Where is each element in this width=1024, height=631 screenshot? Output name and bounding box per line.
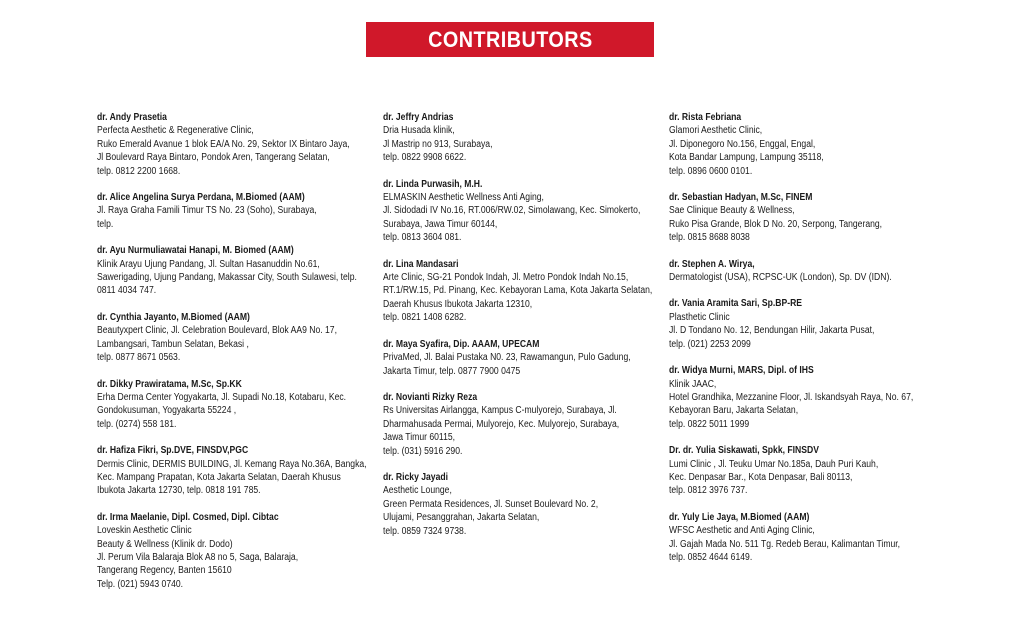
contributor-address-line: telp. 0822 5011 1999 [669, 418, 750, 430]
contributor-address-line: Dermis Clinic, DERMIS BUILDING, Jl. Kemang Raya No.36A, Bangka, [97, 458, 367, 470]
contributor-entry [383, 338, 683, 378]
contributor-address-line: 0811 4034 747. [97, 285, 157, 297]
contributor-address-line: Jl. D Tondano No. 12, Bendungan Hilir, Jakarta Pusat, [669, 325, 875, 337]
contributor-address-line: Jawa Timur 60115, [383, 432, 456, 444]
contributor-name: dr. Linda Purwasih, M.H. [383, 178, 483, 190]
contributor-entry [97, 378, 397, 432]
contributor-address-line: Sawerigading, Ujung Pandang, Makassar City, South Sulawesi, telp. [97, 272, 357, 284]
contributor-address-line: Daerah Khusus Ibukota Jakarta 12310, [383, 298, 533, 310]
contributor-address-line: telp. 0815 8688 8038 [669, 232, 750, 244]
contributor-address-line: Jl Boulevard Raya Bintaro, Pondok Aren, Tangerang Selatan, [97, 152, 330, 164]
contributor-address-line: Erha Derma Center Yogyakarta, Jl. Supadi No.18, Kotabaru, Kec. [97, 391, 347, 403]
contributor-name: Dr. dr. Yulia Siskawati, Spkk, FINSDV [669, 445, 819, 457]
contributor-address-line: Lumi Clinic , Jl. Teuku Umar No.185a, Dauh Puri Kauh, [669, 458, 879, 470]
contributor-name: dr. Cynthia Jayanto, M.Biomed (AAM) [97, 311, 250, 323]
contributor-address-line: Ruko Emerald Avanue 1 blok EA/A No. 29, Sektor IX Bintaro Jaya, [97, 138, 350, 150]
contributor-entry [669, 191, 969, 245]
contributor-entry [383, 111, 683, 165]
contributor-address-line: telp. [97, 218, 114, 230]
contributor-address-line: telp. (0274) 558 181. [97, 418, 177, 430]
contributors-column-3 [669, 111, 969, 577]
contributor-entry [669, 511, 969, 565]
contributor-address-line: Loveskin Aesthetic Clinic [97, 525, 192, 537]
contributor-address-line: Plasthetic Clinic [669, 311, 730, 323]
contributor-address-line: Lambangsari, Tambun Selatan, Bekasi , [97, 338, 249, 350]
contributor-address-line: telp. 0821 1408 6282. [383, 312, 467, 324]
contributor-address-line: telp. 0813 3604 081. [383, 232, 462, 244]
contributor-address-line: Jl. Gajah Mada No. 511 Tg. Redeb Berau, Kalimantan Timur, [669, 538, 901, 550]
contributor-address-line: Dharmahusada Permai, Mulyorejo, Kec. Mulyorejo, Surabaya, [383, 418, 620, 430]
contributor-name: dr. Maya Syafira, Dip. AAAM, UPECAM [383, 338, 540, 350]
contributor-address-line: Kec. Mampang Prapatan, Kota Jakarta Selatan, Daerah Khusus [97, 471, 341, 483]
contributor-address-line: Arte Clinic, SG-21 Pondok Indah, Jl. Metro Pondok Indah No.15, [383, 272, 629, 284]
contributor-entry [383, 471, 683, 538]
contributor-name: dr. Novianti Rizky Reza [383, 391, 478, 403]
contributor-name: dr. Vania Aramita Sari, Sp.BP-RE [669, 298, 803, 310]
contributor-name: dr. Yuly Lie Jaya, M.Biomed (AAM) [669, 511, 810, 523]
contributor-address-line: Tangerang Regency, Banten 15610 [97, 565, 232, 577]
contributor-entry [383, 391, 683, 458]
page-title: CONTRIBUTORS [427, 26, 593, 52]
contributor-entry [669, 258, 969, 285]
contributor-entry [97, 244, 397, 298]
contributor-address-line: telp. 0896 0600 0101. [669, 165, 753, 177]
contributor-name: dr. Irma Maelanie, Dipl. Cosmed, Dipl. Cibtac [97, 511, 279, 523]
contributor-address-line: Beauty & Wellness (Klinik dr. Dodo) [97, 538, 233, 550]
contributor-address-line: Dermatologist (USA), RCPSC-UK (London), Sp. DV (IDN). [669, 272, 892, 284]
contributor-name: dr. Ricky Jayadi [383, 471, 449, 483]
contributor-entry [97, 111, 397, 178]
contributor-name: dr. Rista Febriana [669, 112, 742, 123]
contributor-address-line: Surabaya, Jawa Timur 60144, [383, 218, 498, 230]
contributor-entry [97, 444, 397, 498]
contributor-address-line: Klinik JAAC, [669, 378, 717, 390]
contributor-entry [669, 364, 969, 431]
contributor-address-line: Ibukota Jakarta 12730, telp. 0818 191 785. [97, 485, 261, 497]
contributor-address-line: Jakarta Timur, telp. 0877 7900 0475 [383, 365, 521, 377]
contributor-address-line: Glamori Aesthetic Clinic, [669, 125, 763, 137]
contributor-address-line: Green Permata Residences, Jl. Sunset Boulevard No. 2, [383, 498, 599, 510]
contributor-address-line: Telp. (021) 5943 0740. [97, 578, 184, 590]
contributor-address-line: Kec. Denpasar Bar., Kota Denpasar, Bali 80113, [669, 471, 853, 483]
contributors-column-2 [383, 111, 683, 551]
contributor-address-line: Kota Bandar Lampung, Lampung 35118, [669, 152, 824, 164]
contributor-address-line: telp. 0822 9908 6622. [383, 152, 467, 164]
contributor-address-line: telp. (021) 2253 2099 [669, 338, 751, 350]
contributor-name: dr. Stephen A. Wirya, [669, 258, 755, 270]
contributor-address-line: Sae Clinique Beauty & Wellness, [669, 205, 795, 217]
contributor-address-line: telp. 0852 4644 6149. [669, 551, 753, 563]
contributor-entry [669, 297, 969, 351]
contributor-address-line: telp. 0859 7324 9738. [383, 525, 467, 537]
contributor-address-line: telp. 0812 3976 737. [669, 485, 748, 497]
contributor-address-line: Jl. Perum Vila Balaraja Blok A8 no 5, Saga, Balaraja, [97, 551, 299, 563]
contributor-name: dr. Widya Murni, MARS, Dipl. of IHS [669, 365, 814, 377]
contributor-name: dr. Alice Angelina Surya Perdana, M.Biomed (AAM) [97, 192, 305, 204]
contributor-address-line: Ulujami, Pesanggrahan, Jakarta Selatan, [383, 512, 540, 524]
contributor-address-line: RT.1/RW.15, Pd. Pinang, Kec. Kebayoran Lama, Kota Jakarta Selatan, [383, 285, 653, 297]
contributor-address-line: Gondokusuman, Yogyakarta 55224 , [97, 405, 237, 417]
contributor-address-line: Ruko Pisa Grande, Blok D No. 20, Serpong, Tangerang, [669, 218, 883, 230]
contributor-address-line: Hotel Grandhika, Mezzanine Floor, Jl. Iskandsyah Raya, No. 67, [669, 391, 914, 403]
contributor-name: dr. Jeffry Andrias [383, 112, 454, 123]
contributor-name: dr. Sebastian Hadyan, M.Sc, FINEM [669, 192, 813, 204]
contributor-name: dr. Dikky Prawiratama, M.Sc, Sp.KK [97, 378, 242, 390]
contributor-name: dr. Ayu Nurmuliawatai Hanapi, M. Biomed (AAM) [97, 245, 294, 257]
contributor-name: dr. Lina Mandasari [383, 258, 459, 270]
contributor-name: dr. Andy Prasetia [97, 112, 167, 123]
contributor-address-line: telp. 0812 2200 1668. [97, 165, 181, 177]
contributor-entry [97, 511, 397, 591]
contributor-address-line: Jl. Diponegoro No.156, Enggal, Engal, [669, 138, 816, 150]
contributor-address-line: Perfecta Aesthetic & Regenerative Clinic, [97, 125, 254, 137]
contributor-address-line: PrivaMed, Jl. Balai Pustaka N0. 23, Rawamangun, Pulo Gadung, [383, 352, 631, 364]
contributor-address-line: ELMASKIN Aesthetic Wellness Anti Aging, [383, 192, 544, 204]
contributor-entry [383, 178, 683, 245]
contributor-address-line: Rs Universitas Airlangga, Kampus C-mulyorejo, Surabaya, Jl. [383, 405, 617, 417]
contributor-address-line: Aesthetic Lounge, [383, 485, 452, 497]
contributors-column-1 [97, 111, 397, 604]
contributor-address-line: telp. 0877 8671 0563. [97, 352, 181, 364]
contributor-address-line: Dria Husada klinik, [383, 125, 455, 137]
contributor-address-line: Jl Mastrip no 913, Surabaya, [383, 138, 493, 150]
contributor-name: dr. Hafiza Fikri, Sp.DVE, FINSDV,PGC [97, 445, 249, 457]
title-banner [366, 22, 654, 57]
contributor-entry [383, 258, 683, 325]
contributor-address-line: telp. (031) 5916 290. [383, 445, 463, 457]
contributor-address-line: Jl. Sidodadi IV No.16, RT.006/RW.02, Simolawang, Kec. Simokerto, [383, 205, 641, 217]
contributor-address-line: Jl. Raya Graha Famili Timur TS No. 23 (Soho), Surabaya, [97, 205, 317, 217]
contributor-address-line: Klinik Arayu Ujung Pandang, Jl. Sultan Hasanuddin No.61, [97, 258, 320, 270]
contributor-entry [669, 444, 969, 498]
contributor-address-line: Kebayoran Baru, Jakarta Selatan, [669, 405, 799, 417]
contributor-entry [97, 191, 397, 231]
contributor-address-line: Beautyxpert Clinic, Jl. Celebration Boulevard, Blok AA9 No. 17, [97, 325, 337, 337]
contributor-address-line: WFSC Aesthetic and Anti Aging Clinic, [669, 525, 815, 537]
contributor-entry [97, 311, 397, 365]
contributor-entry [669, 111, 969, 178]
